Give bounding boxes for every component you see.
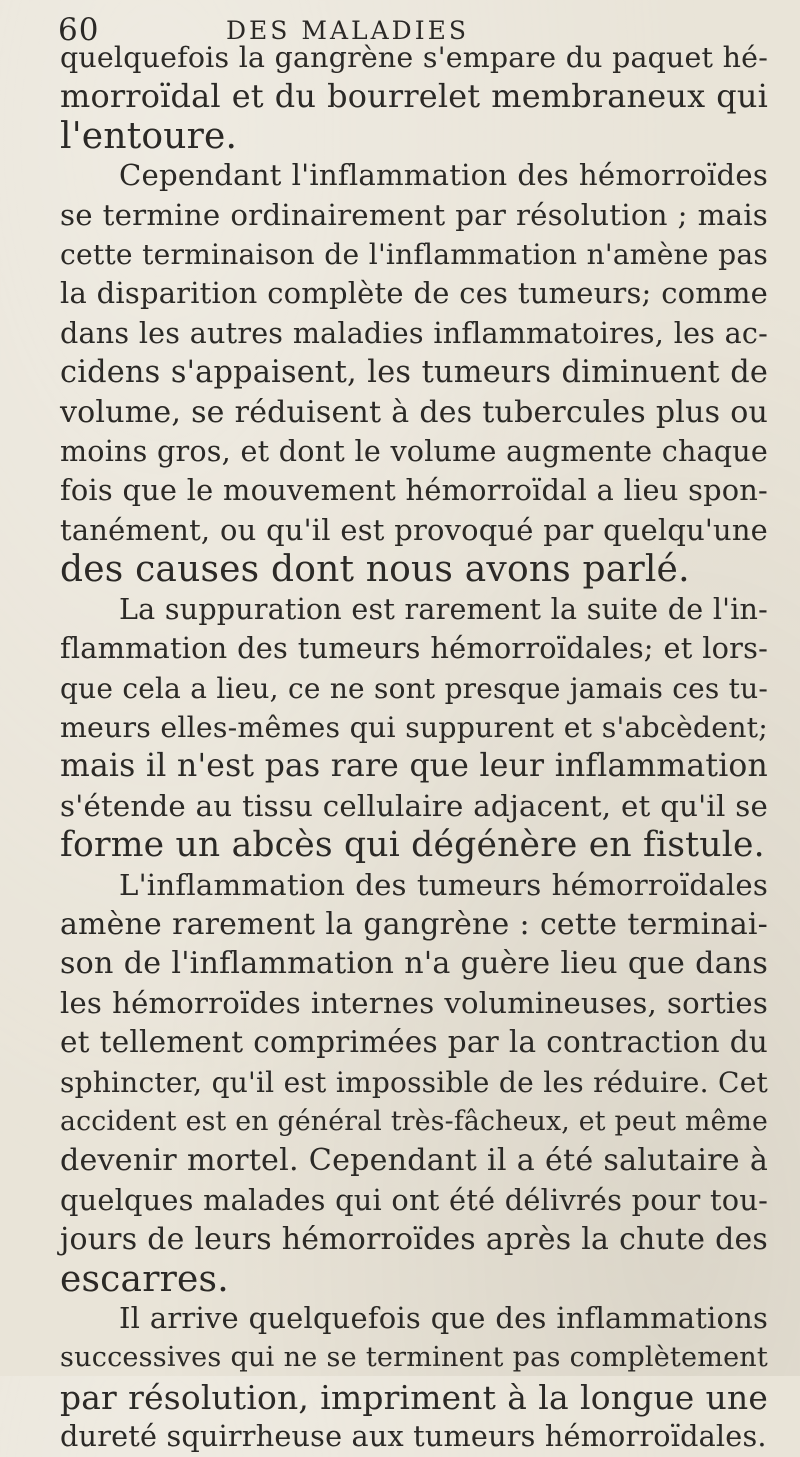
text-line: morroïdal et du bourrelet membraneux qui <box>60 77 768 116</box>
text-line: sphincter, qu'il est impossible de les réduire. Cet <box>60 1065 768 1099</box>
paragraph <box>60 590 768 866</box>
text-line: s'étende au tissu cellulaire adjacent, et qu'il se <box>60 788 768 823</box>
text-line: son de l'inflammation n'a guère lieu que dans <box>60 946 768 982</box>
text-line: tanément, ou qu'il est provoqué par quelqu'une <box>60 512 768 547</box>
text-line: jours de leurs hémorroïdes après la chute des <box>60 1222 768 1258</box>
text-line: successives qui ne se terminent pas complètement <box>60 1342 768 1374</box>
text-line: fois que le mouvement hémorroïdal a lieu spon- <box>60 473 768 508</box>
paragraph <box>60 38 768 156</box>
text-line: escarres. <box>60 1258 229 1300</box>
page-number: 60 <box>58 12 100 48</box>
text-line: par résolution, impriment à la longue une <box>60 1377 768 1417</box>
text-line: mais il n'est pas rare que leur inflammation <box>60 748 768 785</box>
text-line: se termine ordinairement par résolution ; mais <box>60 197 768 232</box>
text-line: La suppuration est rarement la suite de l'in- <box>119 591 768 626</box>
body-text <box>60 38 768 1457</box>
paragraph <box>60 1299 768 1457</box>
text-line: dureté squirrheuse aux tumeurs hémorroïdales. <box>60 1419 767 1454</box>
text-line: et tellement comprimées par la contraction du <box>60 1025 768 1060</box>
text-line: flammation des tumeurs hémorroïdales; et lors- <box>60 631 768 666</box>
text-line: quelquefois la gangrène s'empare du paquet hé- <box>60 41 768 74</box>
text-line: forme un abcès qui dégénère en fistule. <box>60 825 765 866</box>
text-line: L'inflammation des tumeurs hémorroïdales <box>119 867 768 902</box>
text-line: Il arrive quelquefois que des inflammations <box>119 1301 768 1335</box>
paragraph <box>60 156 768 589</box>
text-line: l'entoure. <box>60 115 238 157</box>
text-line: cette terminaison de l'inflammation n'amène pas <box>60 238 768 272</box>
text-line: la disparition complète de ces tumeurs; comme <box>60 276 768 311</box>
text-line: que cela a lieu, ce ne sont presque jamais ces tu- <box>60 671 768 705</box>
text-line: amène rarement la gangrène : cette terminai- <box>60 906 768 942</box>
text-line: meurs elles-mêmes qui suppurent et s'abcèdent; <box>60 710 768 744</box>
running-title: DES MALADIES <box>226 16 469 45</box>
text-line: dans les autres maladies inflammatoires, les ac- <box>60 315 768 350</box>
text-line: quelques malades qui ont été délivrés pour tou- <box>60 1182 768 1217</box>
text-line: les hémorroïdes internes volumineuses, sorties <box>60 985 768 1020</box>
text-line: moins gros, et dont le volume augmente chaque <box>60 434 768 469</box>
text-line: des causes dont nous avons parlé. <box>60 549 690 591</box>
text-line: volume, se réduisent à des tubercules plus ou <box>60 394 768 430</box>
text-line: Cependant l'inflammation des hémorroïdes <box>119 158 768 193</box>
paragraph <box>60 866 768 1299</box>
text-line: cidens s'appaisent, les tumeurs diminuent de <box>60 355 768 391</box>
text-line: devenir mortel. Cependant il a été salutaire à <box>60 1143 768 1179</box>
text-line: accident est en général très-fâcheux, et peut même <box>60 1105 768 1137</box>
